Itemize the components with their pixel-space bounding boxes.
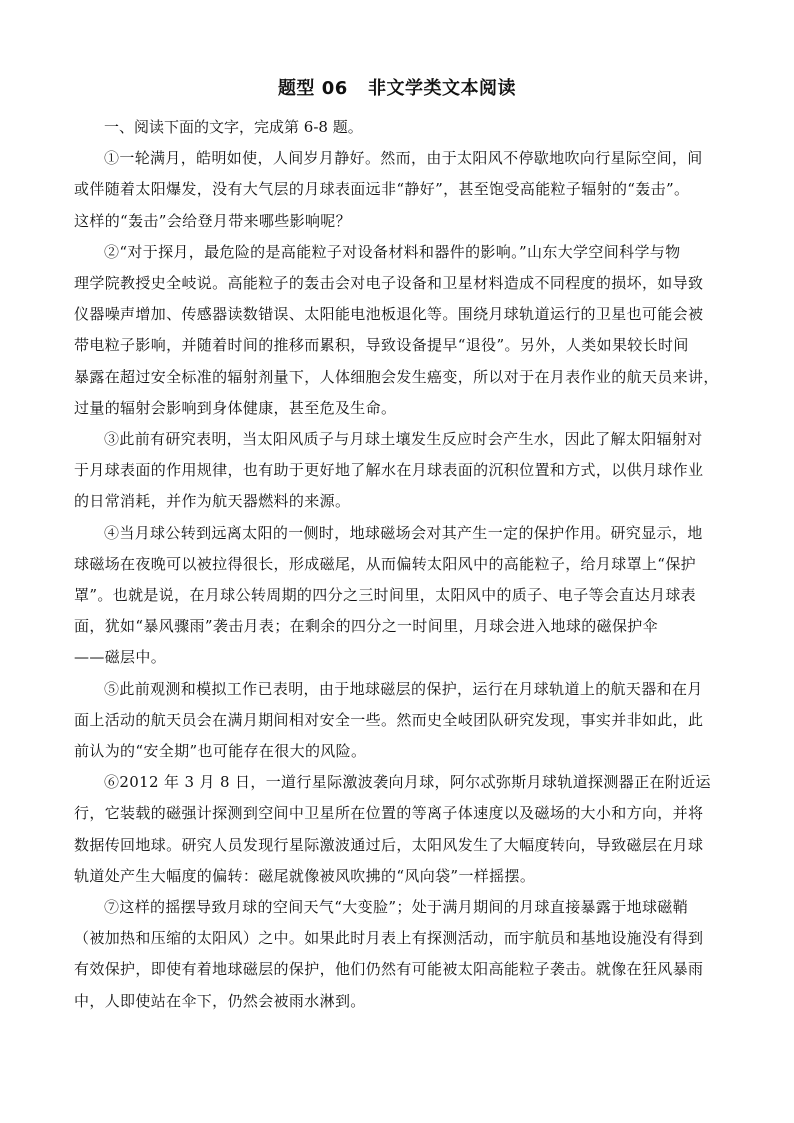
paragraph-7: [74, 892, 726, 1017]
paragraph-line: 的日常消耗，并作为航天器燃料的来源。: [74, 492, 351, 511]
question-instruction: 一、阅读下面的文字，完成第 6-8 题。: [104, 118, 363, 136]
paragraph-1: [74, 143, 726, 237]
paragraph-4: [74, 518, 726, 674]
paragraph-6: [74, 767, 726, 892]
paragraph-3: [74, 424, 726, 518]
paragraph-line: 轨道处产生大幅度的偏转：磁尾就像被风吹拂的“风向袋”一样摇摆。: [74, 866, 536, 885]
paragraph-line: 带电粒子影响，并随着时间的推移而累积，导致设备提早“退役”。另外，人类如果较长时间: [74, 336, 689, 355]
paragraph-line: 行，它装载的磁强计探测到空间中卫星所在位置的等离子体速度以及磁场的大小和方向，并将: [74, 804, 704, 823]
paragraph-line: ——磁层中。: [74, 648, 167, 667]
paragraph-line: ⑦这样的摇摆导致月球的空间天气“大变脸”；处于满月期间的月球直接暴露于地球磁鞘: [104, 898, 688, 917]
paragraph-line: ③此前有研究表明，当太阳风质子与月球土壤发生反应时会产生水，因此了解太阳辐射对: [104, 430, 703, 449]
paragraph-line: 面上活动的航天员会在满月期间相对安全一些。然而史全岐团队研究发现，事实并非如此，此: [74, 710, 704, 729]
paragraph-line: 暴露在超过安全标准的辐射剂量下，人体细胞会发生癌变，所以对于在月表作业的航天员来讲，: [74, 367, 719, 386]
paragraph-line: 仪器噪声增加、传感器读数错误、太阳能电池板退化等。围绕月球轨道运行的卫星也可能会被: [74, 305, 704, 324]
paragraph-line: 前认为的“安全期”也可能存在很大的风险。: [74, 742, 367, 761]
paragraph-line: 球磁场在夜晚可以被拉得很长，形成磁尾，从而偏转太阳风中的高能粒子，给月球罩上“保护: [74, 554, 697, 573]
paragraph-line: 面，犹如“暴风骤雨”袭击月表；在剩余的四分之一时间里，月球会进入地球的磁保护伞: [74, 617, 658, 636]
paragraph-2: [74, 237, 726, 424]
paragraph-5: [74, 674, 726, 768]
page-title: 题型 06 非文学类文本阅读: [277, 78, 517, 99]
paragraph-line: ⑥2012 年 3 月 8 日，一道行星际激波袭向月球，阿尔忒弥斯月球轨道探测器正在附近运: [104, 773, 711, 792]
paragraph-line: 这样的“轰击”会给登月带来哪些影响呢？: [74, 211, 351, 230]
paragraph-line: ⑤此前观测和模拟工作已表明，由于地球磁层的保护，运行在月球轨道上的航天器和在月: [104, 679, 703, 698]
paragraph-line: 过量的辐射会影响到身体健康，甚至危及生命。: [74, 398, 397, 417]
paragraph-line: 理学院教授史全岐说。高能粒子的轰击会对电子设备和卫星材料造成不同程度的损坏，如导致: [74, 274, 704, 292]
article-body: [74, 112, 726, 1017]
paragraph-line: （被加热和压缩的太阳风）之中。如果此时月表上有探测活动，而宇航员和基地设施没有得到: [74, 929, 704, 948]
paragraph-line: ④当月球公转到远离太阳的一侧时，地球磁场会对其产生一定的保护作用。研究显示，地: [104, 523, 703, 542]
paragraph-line: ①一轮满月，皓明如使，人间岁月静好。然而，由于太阳风不停歇地吹向行星际空间，间: [104, 149, 703, 168]
paragraph-line: 数据传回地球。研究人员发现行星际激波通过后，太阳风发生了大幅度转向，导致磁层在月球: [74, 835, 704, 854]
paragraph-line: 中，人即使站在伞下，仍然会被雨水淋到。: [74, 991, 366, 1010]
paragraph-line: 有效保护，即使有着地球磁层的保护，他们仍然有可能被太阳高能粒子袭击。就像在狂风暴雨: [74, 960, 704, 979]
paragraph-line: 罩”。也就是说，在月球公转周期的四分之三时间里，太阳风中的质子、电子等会直达月球表: [74, 586, 697, 605]
paragraph-line: ②“对于探月，最危险的是高能粒子对设备材料和器件的影响。”山东大学空间科学与物: [104, 242, 681, 261]
paragraph-line: 或伴随着太阳爆发，没有大气层的月球表面远非“静好”，甚至饱受高能粒子辐射的“轰击”。: [74, 180, 690, 199]
paragraph-line: 于月球表面的作用规律，也有助于更好地了解水在月球表面的沉积位置和方式，以供月球作业: [74, 461, 704, 480]
